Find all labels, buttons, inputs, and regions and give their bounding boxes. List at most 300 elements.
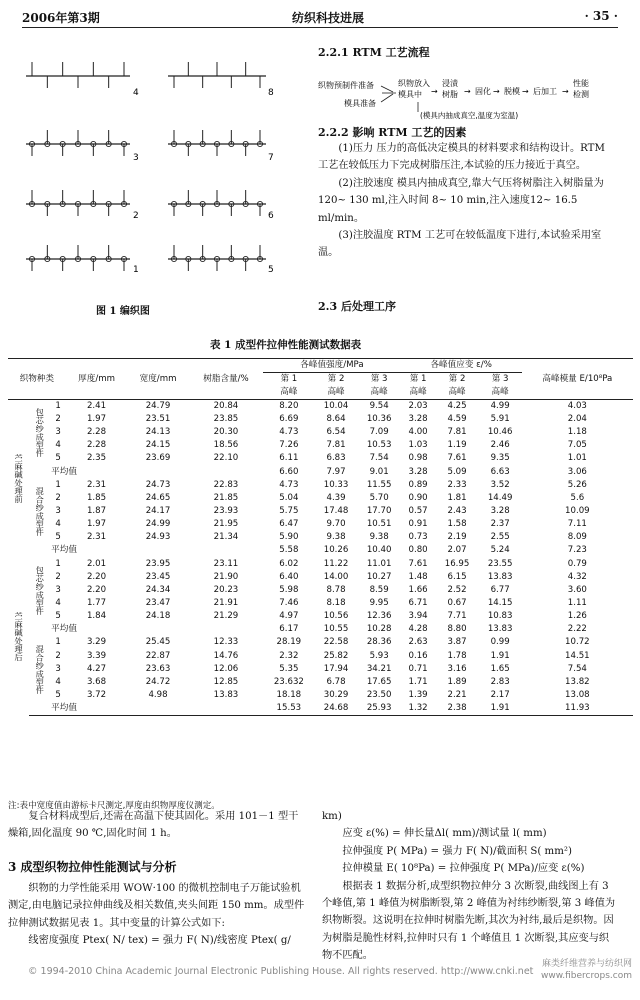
table-cell: 3.16 xyxy=(447,663,467,674)
table-row xyxy=(8,663,633,676)
table-cell: 5.98 xyxy=(279,584,299,595)
table-cell: 10.33 xyxy=(323,479,349,490)
average-cell: 5.24 xyxy=(490,545,510,556)
table-cell: 2.04 xyxy=(567,414,587,425)
table-cell: 23.95 xyxy=(145,558,171,569)
table-cell: 24.72 xyxy=(145,676,171,687)
table-cell: 17.70 xyxy=(366,506,392,517)
average-cell: 0.80 xyxy=(408,545,428,556)
table-cell: 24.34 xyxy=(145,584,171,595)
table-cell: 0.79 xyxy=(567,558,587,569)
fig-num-5: 5 xyxy=(268,265,274,275)
average-cell: 3.06 xyxy=(567,466,587,477)
table-cell: 9.70 xyxy=(326,519,346,530)
table-cell: 4.98 xyxy=(148,690,168,701)
average-cell: 11.93 xyxy=(522,702,633,716)
factor-pressure: (1)压力 压力的高低决定模具的材料要求和结构设计。RTM 工艺在较低压力下完成树脂压注,本试验的压力接近于真空。 xyxy=(318,143,605,172)
table-cell: 4.00 xyxy=(408,427,428,438)
fabric-group-label: 包芯纱成型件 xyxy=(35,565,46,615)
table-cell: 1.66 xyxy=(408,584,428,595)
table-cell: 10.53 xyxy=(366,440,392,451)
table-cell: 10.83 xyxy=(487,611,513,622)
table-cell: 2.83 xyxy=(490,676,510,687)
table-cell: 17.94 xyxy=(323,663,349,674)
site-name: 麻类纤维营养与纺织网 xyxy=(541,959,632,969)
table-cell: 4.73 xyxy=(279,479,299,490)
table-cell: 5.75 xyxy=(279,506,299,517)
table-cell: 24.79 xyxy=(145,401,171,411)
table-cell: 2.03 xyxy=(408,401,428,411)
table-cell: 2.43 xyxy=(447,506,467,517)
flow-vacuum-note: (模具内抽成真空,温度为室温) xyxy=(420,111,519,120)
table-cell: 3.72 xyxy=(86,690,107,701)
col-resin: 树脂含量/% xyxy=(189,359,263,400)
table-cell: 5.90 xyxy=(279,532,299,543)
table-cell: 3.52 xyxy=(490,479,510,490)
col-s-peak3: 第 3 高峰 xyxy=(358,373,401,400)
table-cell: 23.45 xyxy=(145,571,171,582)
table-cell: 11.55 xyxy=(366,479,392,490)
table-cell: 8.59 xyxy=(369,584,389,595)
table-cell: 5.91 xyxy=(490,414,510,425)
table-cell: 10.56 xyxy=(323,611,349,622)
table-cell: 20.30 xyxy=(213,427,239,438)
table-cell: 1.97 xyxy=(86,414,107,425)
table-cell: 1.03 xyxy=(408,440,428,451)
table-cell: 1.71 xyxy=(408,676,428,687)
factor-speed: (2)注胶速度 模具内抽成真空,靠大气压将树脂注入树脂量为 120~ 130 ml,注入时间 8~ 10 min,注入速度12~ 16.5 ml/min。 xyxy=(318,177,604,224)
table-cell: 11.22 xyxy=(323,558,349,569)
table-caption: 表 1 成型件拉伸性能测试数据表 xyxy=(210,339,362,351)
table-cell: 24.93 xyxy=(145,532,171,543)
table-row xyxy=(8,676,633,689)
table-cell: 9.54 xyxy=(369,401,389,411)
table-cell: 13.82 xyxy=(565,676,590,687)
table-row xyxy=(8,636,633,649)
table-cell: 2.35 xyxy=(86,453,107,464)
average-cell: 6.17 xyxy=(279,624,299,635)
site-url: www.fibercrops.com xyxy=(541,971,632,981)
average-label: 平均值 xyxy=(51,466,77,477)
table-cell: 18.18 xyxy=(276,690,302,701)
table-cell: 4.32 xyxy=(567,571,587,582)
flow-test-2: 检测 xyxy=(573,90,589,99)
curing-paragraph: 复合材料成型后,还需在高温下使其固化。采用 101－1 型干燥箱,固化温度 90 ℃,固化时间 1 h。 xyxy=(8,811,299,840)
table-cell: 24.15 xyxy=(145,440,171,451)
average-cell: 1.91 xyxy=(479,702,522,716)
table-cell: 12.36 xyxy=(366,611,392,622)
table-cell: 0.89 xyxy=(408,479,428,490)
table-row xyxy=(8,518,633,531)
formula-strength: 拉伸强度 P( MPa) = 强力 F( N)/截面积 S( mm²) xyxy=(342,845,572,857)
table-cell: 14.15 xyxy=(487,598,513,609)
site-watermark xyxy=(541,958,632,982)
table-cell: 2.33 xyxy=(447,479,467,490)
table-row xyxy=(8,610,633,623)
average-cell: 24.68 xyxy=(315,702,358,716)
weave-row xyxy=(26,130,130,156)
average-cell: 2.38 xyxy=(436,702,479,716)
table-cell: 0.98 xyxy=(408,453,428,464)
table-cell: 2.20 xyxy=(86,584,107,595)
flow-arrow-2: → xyxy=(464,87,471,96)
fig-num-6: 6 xyxy=(268,211,274,221)
table-row xyxy=(8,689,633,702)
weaving-diagram xyxy=(18,40,308,310)
average-cell: 25.93 xyxy=(358,702,401,716)
table-cell: 1.19 xyxy=(447,440,467,451)
table-cell: 1.87 xyxy=(86,506,107,517)
table-cell: 6.71 xyxy=(408,598,428,609)
page-number: · 35 · xyxy=(584,9,618,23)
table-cell: 9.38 xyxy=(326,532,346,543)
table-cell: 23.632 xyxy=(273,676,304,687)
table-cell: 5.93 xyxy=(369,650,389,661)
table-row xyxy=(8,505,633,518)
table-row xyxy=(8,492,633,505)
table-cell: 3.39 xyxy=(86,650,107,661)
fig-num-4: 4 xyxy=(133,88,139,98)
table-cell: 6.11 xyxy=(279,453,299,464)
table-cell: 3.28 xyxy=(408,414,428,425)
average-cell: 9.01 xyxy=(369,466,389,477)
table-cell: 10.27 xyxy=(366,571,392,582)
table-cell: 2.20 xyxy=(86,571,107,582)
table-cell: 2.17 xyxy=(490,690,510,701)
table-cell: 0.91 xyxy=(408,519,428,530)
table-cell: 2.37 xyxy=(490,519,510,530)
sample-index: 2 xyxy=(55,650,61,661)
table-cell: 10.46 xyxy=(487,427,513,438)
sample-index: 4 xyxy=(55,440,61,451)
table-cell: 24.13 xyxy=(145,427,171,438)
table-cell: 5.6 xyxy=(570,492,585,503)
table-cell: 23.63 xyxy=(145,663,171,674)
table-cell: 17.65 xyxy=(366,676,392,687)
col-s-peak1: 第 1 高峰 xyxy=(263,373,314,400)
table-cell: 10.09 xyxy=(565,506,590,517)
table-cell: 2.63 xyxy=(408,637,428,648)
table-cell: 10.04 xyxy=(323,401,349,411)
average-cell: 10.40 xyxy=(366,545,392,556)
table-cell: 12.33 xyxy=(213,637,239,648)
issue-label: 2006年第3期 xyxy=(22,11,100,25)
average-cell: 10.26 xyxy=(323,545,349,556)
table-cell: 28.36 xyxy=(366,637,392,648)
average-cell: 2.07 xyxy=(447,545,467,556)
average-label: 平均值 xyxy=(29,702,263,716)
col-thickness: 厚度/mm xyxy=(66,359,127,400)
flow-arrow-5: → xyxy=(562,87,569,96)
col-e-peak1: 第 1 高峰 xyxy=(401,373,436,400)
table-cell: 0.99 xyxy=(490,637,510,648)
table-cell: 1.85 xyxy=(86,492,107,503)
table-cell: 8.09 xyxy=(567,532,587,543)
table-cell: 10.36 xyxy=(366,414,392,425)
table-cell: 3.60 xyxy=(567,584,587,595)
average-row xyxy=(8,466,633,479)
treatment-label: 苎麻碱处理前 xyxy=(14,454,25,504)
fig-num-8: 8 xyxy=(268,88,274,98)
table-cell: 20.84 xyxy=(213,401,239,411)
figure-caption: 图 1 编织图 xyxy=(96,306,150,317)
fig-num-3: 3 xyxy=(133,153,139,163)
col-modulus: 高峰模量 E/10⁸Pa xyxy=(522,359,633,400)
table-cell: 24.17 xyxy=(145,506,171,517)
weave-row xyxy=(168,62,266,88)
table-cell: 24.99 xyxy=(145,519,171,530)
fabric-group-label: 混合纱成型件 xyxy=(35,644,46,694)
table-cell: 23.93 xyxy=(213,506,239,517)
table-cell: 4.03 xyxy=(567,401,587,411)
copyright-watermark: © 1994-2010 China Academic Journal Electronic Publishing House. All rights reserved. http://www.cnki.net xyxy=(28,966,534,977)
fig-num-7: 7 xyxy=(268,153,274,163)
table-cell: 5.35 xyxy=(279,663,299,674)
factor-temperature: (3)注胶温度 RTM 工艺可在较低温度下进行,本试验采用室温。 xyxy=(318,230,602,259)
section-2-2-1: 2.2.1 RTM 工艺流程 xyxy=(318,46,430,59)
table-cell: 21.90 xyxy=(213,571,239,582)
table-cell: 8.18 xyxy=(326,598,346,609)
sample-index: 3 xyxy=(55,427,61,438)
table-row xyxy=(8,597,633,610)
table-cell: 1.97 xyxy=(86,519,107,530)
table-cell: 11.01 xyxy=(366,558,392,569)
table-cell: 0.73 xyxy=(408,532,428,543)
table-cell: 23.85 xyxy=(213,414,239,425)
table-cell: 5.26 xyxy=(567,479,587,490)
average-row xyxy=(8,702,633,716)
table-cell: 13.83 xyxy=(213,690,239,701)
sample-index: 2 xyxy=(55,414,61,425)
weave-row xyxy=(168,245,266,271)
weave-column-left xyxy=(26,62,130,271)
table-cell: 25.45 xyxy=(145,637,171,648)
section-2-2-2: 2.2.2 影响 RTM 工艺的因素 xyxy=(318,126,467,139)
table-cell: 21.95 xyxy=(213,519,239,530)
table-cell: 2.21 xyxy=(447,690,467,701)
table-cell: 1.77 xyxy=(86,598,107,609)
flow-arrow-3: → xyxy=(493,87,500,96)
test-method-paragraph: 织物的力学性能采用 WOW·100 的微机控制电子万能试验机测定,由电脑记录拉伸曲线及相关数值,夹头间距 150 mm。成型件拉伸测试数据见表 1。其中变量的计算公式如下: xyxy=(8,883,305,929)
average-cell: 7.97 xyxy=(326,466,346,477)
flow-arrow-1: → xyxy=(431,87,438,96)
table-cell: 3.68 xyxy=(86,676,107,687)
table-cell: 24.73 xyxy=(145,479,171,490)
rtm-flow-diagram xyxy=(318,62,628,126)
average-cell: 13.83 xyxy=(487,624,513,635)
table-cell: 7.26 xyxy=(279,440,299,451)
table-cell: 7.71 xyxy=(447,611,467,622)
table-cell: 4.73 xyxy=(279,427,299,438)
table-row xyxy=(8,584,633,597)
sample-index: 5 xyxy=(55,453,61,464)
table-row xyxy=(8,558,633,571)
table-cell: 14.00 xyxy=(323,571,349,582)
table-row xyxy=(8,426,633,439)
table-cell: 7.81 xyxy=(447,427,467,438)
average-cell: 7.23 xyxy=(567,545,587,556)
section-3-title: 3 成型织物拉伸性能测试与分析 xyxy=(8,860,177,874)
table-cell: 28.19 xyxy=(276,637,302,648)
flow-demold: 脱模 xyxy=(504,87,520,96)
table-cell: 25.82 xyxy=(323,650,349,661)
flow-put-2: 模具中 xyxy=(398,90,422,99)
table-cell: 23.55 xyxy=(487,558,513,569)
table-cell: 4.25 xyxy=(447,401,467,411)
table-cell: 1.65 xyxy=(490,663,510,674)
table-cell: 18.56 xyxy=(213,440,239,451)
table-cell: 2.52 xyxy=(447,584,467,595)
col-fabric: 织物种类 xyxy=(8,359,66,400)
sample-index: 5 xyxy=(55,611,61,622)
table-cell: 22.83 xyxy=(213,479,239,490)
average-cell: 8.80 xyxy=(447,624,467,635)
table-cell: 7.61 xyxy=(447,453,467,464)
table-cell: 21.91 xyxy=(213,598,239,609)
table-cell: 30.29 xyxy=(323,690,349,701)
sample-index: 5 xyxy=(55,690,61,701)
sample-index: 2 xyxy=(55,492,61,503)
table-cell: 4.59 xyxy=(447,414,467,425)
table-cell: 21.85 xyxy=(213,492,239,503)
table-cell: 7.46 xyxy=(279,598,299,609)
weave-column-right xyxy=(168,62,266,271)
average-cell: 5.09 xyxy=(447,466,467,477)
formula-km: km) xyxy=(322,811,342,822)
table-cell: 3.28 xyxy=(490,506,510,517)
formula-linear-density: 线密度强度 Ptex( N/ tex) = 强力 F( N)/线密度 Ptex( g/ xyxy=(28,935,291,947)
weave-row xyxy=(168,130,266,156)
table-cell: 16.95 xyxy=(444,558,470,569)
curing-text xyxy=(8,808,306,843)
table-cell: 2.01 xyxy=(86,558,107,569)
fabric-group-label: 包芯纱成型件 xyxy=(35,408,46,458)
table-cell: 22.58 xyxy=(323,637,349,648)
table-row xyxy=(8,531,633,544)
table-cell: 1.11 xyxy=(567,598,587,609)
flow-post: 后加工 xyxy=(533,87,557,96)
sample-index: 4 xyxy=(55,676,61,687)
table-cell: 23.50 xyxy=(366,690,392,701)
table-cell: 9.38 xyxy=(369,532,389,543)
table-cell: 21.29 xyxy=(213,611,239,622)
factors-text xyxy=(318,140,614,262)
sample-index: 1 xyxy=(55,401,61,411)
analysis-paragraph: 根据表 1 数据分析,成型织物拉伸分 3 次断裂,曲线图上有 3 个峰值,第 1 峰值为树脂断裂,第 2 峰值为衬纬纱断裂,第 3 峰值为织物断裂。这说明在拉伸时树脂先断,其次为衬纬,最后是织物。因为树脂是脆性材料,拉伸时只有 1 个峰值且 1 次断裂,其应变与织物不匹配。 xyxy=(322,880,616,962)
table-cell: 7.54 xyxy=(369,453,389,464)
table-cell: 12.85 xyxy=(213,676,239,687)
table-cell: 3.29 xyxy=(86,637,107,648)
weave-row xyxy=(26,62,130,88)
table-cell: 14.76 xyxy=(213,650,239,661)
flow-test: 性能 xyxy=(573,79,589,88)
table-cell: 4.27 xyxy=(86,663,107,674)
average-cell: 5.58 xyxy=(279,545,299,556)
table-cell: 2.19 xyxy=(447,532,467,543)
journal-name: 纺织科技进展 xyxy=(292,11,365,25)
table-cell: 3.94 xyxy=(408,611,428,622)
table-cell: 14.51 xyxy=(565,650,590,661)
table-cell: 1.48 xyxy=(408,571,428,582)
flow-inject-2: 树脂 xyxy=(442,90,458,99)
table-cell: 1.91 xyxy=(490,650,510,661)
col-strain: 各峰值应变 ε/% xyxy=(401,359,522,373)
flow-prep-mold: 模具准备 xyxy=(344,99,376,108)
col-strength: 各峰值强度/MPa xyxy=(263,359,400,373)
table-cell: 3.87 xyxy=(447,637,467,648)
table-row xyxy=(8,413,633,426)
table-cell: 23.69 xyxy=(145,453,171,464)
fabric-group-label: 混合纱成型件 xyxy=(35,486,46,537)
col-e-peak2: 第 2 高峰 xyxy=(436,373,479,400)
table-cell: 8.78 xyxy=(326,584,346,595)
section-2-3: 2.3 后处理工序 xyxy=(318,300,396,313)
table-cell: 9.95 xyxy=(369,598,389,609)
table-cell: 23.47 xyxy=(145,598,171,609)
average-cell: 10.28 xyxy=(366,624,392,635)
table-cell: 14.49 xyxy=(487,492,513,503)
col-s-peak2: 第 2 高峰 xyxy=(315,373,358,400)
sample-index: 3 xyxy=(55,663,61,674)
table-cell: 0.90 xyxy=(408,492,428,503)
sample-index: 1 xyxy=(55,479,61,490)
table-cell: 2.32 xyxy=(279,650,299,661)
weave-row xyxy=(26,190,130,216)
average-cell: 6.63 xyxy=(490,466,510,477)
table-cell: 13.08 xyxy=(565,690,590,701)
table-cell: 2.46 xyxy=(490,440,510,451)
average-label: 平均值 xyxy=(51,624,77,635)
table-cell: 1.18 xyxy=(567,427,587,438)
table-cell: 6.02 xyxy=(279,558,299,569)
average-cell: 2.22 xyxy=(567,624,587,635)
table-cell: 7.05 xyxy=(567,440,587,451)
table-cell: 1.78 xyxy=(447,650,467,661)
table-cell: 1.89 xyxy=(447,676,467,687)
table-cell: 2.41 xyxy=(86,401,107,411)
table-row xyxy=(8,571,633,584)
table-cell: 6.47 xyxy=(279,519,299,530)
running-header xyxy=(22,6,618,28)
average-row xyxy=(8,544,633,557)
table-cell: 4.39 xyxy=(326,492,346,503)
table-cell: 2.31 xyxy=(86,479,107,490)
table-row xyxy=(8,479,633,492)
table-cell: 4.99 xyxy=(490,401,510,411)
table-cell: 17.48 xyxy=(323,506,349,517)
table-cell: 8.64 xyxy=(326,414,346,425)
table-cell: 6.77 xyxy=(490,584,510,595)
table-body xyxy=(8,400,633,716)
table-cell: 12.06 xyxy=(213,663,239,674)
table-row xyxy=(8,400,633,414)
table-cell: 22.87 xyxy=(145,650,171,661)
sample-index: 5 xyxy=(55,532,61,543)
average-cell: 1.32 xyxy=(401,702,436,716)
table-cell: 6.69 xyxy=(279,414,299,425)
weave-row xyxy=(26,245,130,271)
sample-index: 1 xyxy=(55,637,61,648)
test-method-text xyxy=(8,880,306,950)
sample-index: 3 xyxy=(55,584,61,595)
fig-num-1: 1 xyxy=(133,265,139,275)
flow-prep-fabric: 织物预制件准备 xyxy=(318,81,374,90)
average-cell: 4.28 xyxy=(408,624,428,635)
col-width: 宽度/mm xyxy=(127,359,188,400)
sample-index: 1 xyxy=(55,558,61,569)
flow-arrow-4: → xyxy=(522,87,529,96)
table-cell: 0.57 xyxy=(408,506,428,517)
